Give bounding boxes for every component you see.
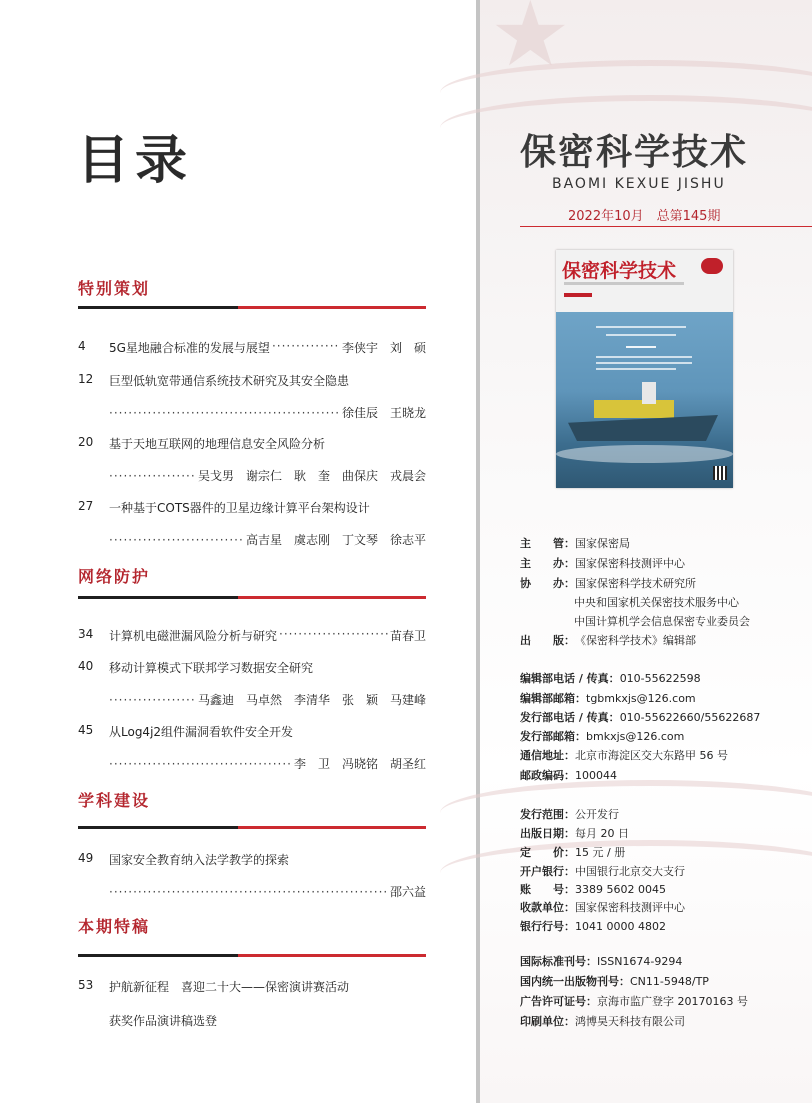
entry-page: 40 — [78, 659, 94, 673]
info-row: 发行范围：公开发行 — [520, 808, 619, 821]
cover-headline-line — [596, 368, 676, 370]
magazine-pinyin: BAOMI KEXUE JISHU — [552, 176, 726, 192]
entry-authors: 李 卫 冯晓铭 胡圣红 — [293, 757, 426, 771]
entry-author-line — [109, 755, 426, 772]
entry-author-line — [109, 883, 426, 900]
section-rule — [78, 954, 426, 957]
entry-authors: 吴戈男 谢宗仁 耿 奎 曲保庆 戎晨会 — [197, 469, 426, 483]
entry-author-line — [109, 531, 426, 548]
info-row: 邮政编码：100044 — [520, 769, 617, 782]
info-row: 广告许可证号：京海市监广登字 20170163 号 — [520, 995, 748, 1008]
info-row: 发行部电话 / 传真：010-55622660/55622687 — [520, 711, 761, 724]
entry-page: 49 — [78, 851, 94, 865]
entry-authors: 邵六益 — [389, 885, 426, 899]
entry-title: 移动计算模式下联邦学习数据安全研究 — [109, 661, 314, 675]
cover-headline-line — [606, 334, 676, 336]
info-row: 主 办：国家保密科技测评中心 — [520, 557, 685, 570]
entry-title-continued: 获奖作品演讲稿选登 — [109, 1014, 218, 1028]
entry-page: 12 — [78, 372, 94, 386]
entry-page: 27 — [78, 499, 94, 513]
entry-title: 基于天地互联网的地理信息安全风险分析 — [109, 437, 326, 451]
cover-image — [556, 250, 733, 488]
section-special-feature — [78, 914, 426, 957]
dot-leader — [272, 339, 340, 356]
info-row: 账 号：3389 5602 0045 — [520, 883, 666, 896]
entry-title: 护航新征程 喜迎二十大——保密演讲赛活动 — [109, 980, 350, 994]
section-discipline-building — [78, 788, 426, 829]
entry-page: 20 — [78, 435, 94, 449]
entry-authors: 李侠宇 刘 硕 — [341, 341, 426, 355]
section-title: 网络防护 — [78, 567, 151, 586]
info-row: 收款单位：国家保密科技测评中心 — [520, 901, 685, 914]
entry-page: 53 — [78, 978, 94, 992]
section-special-planning — [78, 276, 426, 309]
entry-author-line — [109, 691, 426, 708]
entry-line — [109, 339, 426, 356]
section-title: 学科建设 — [78, 791, 151, 810]
info-row: 国内统一出版物刊号：CN11-5948/TP — [520, 975, 709, 988]
section-network-protection — [78, 564, 426, 599]
cover-headline-line — [596, 356, 692, 358]
background-star-icon: ★ — [490, 0, 571, 87]
dot-leader — [109, 406, 340, 420]
entry-line — [109, 627, 426, 644]
info-row: 银行行号：1041 0000 4802 — [520, 920, 666, 933]
dot-leader — [109, 693, 196, 707]
section-title: 本期特稿 — [78, 917, 151, 936]
cover-badge-icon — [701, 258, 723, 274]
entry-authors: 徐佳辰 王晓龙 — [341, 406, 426, 420]
section-rule — [78, 306, 426, 309]
toc-title: 目录 — [77, 130, 194, 191]
info-row: 编辑部邮箱：tgbmkxjs@126.com — [520, 692, 696, 705]
entry-page: 4 — [78, 339, 86, 353]
ship-tower-icon — [642, 382, 656, 404]
cover-headline-line — [596, 326, 686, 328]
entry-title: 国家安全教育纳入法学教学的探索 — [109, 853, 290, 867]
ship-deck-icon — [594, 400, 674, 418]
info-row: 主 管：国家保密局 — [520, 537, 630, 550]
entry-author-line — [109, 467, 426, 484]
issue-rule — [520, 226, 812, 227]
info-row: 开户银行：中国银行北京交大支行 — [520, 865, 685, 878]
section-rule — [78, 826, 426, 829]
entry-authors: 马鑫迪 马卓然 李清华 张 颖 马建峰 — [197, 693, 426, 707]
entry-title: 一种基于COTS器件的卫星边缘计算平台架构设计 — [109, 501, 370, 515]
section-title: 特别策划 — [78, 279, 151, 298]
dot-leader — [279, 627, 388, 644]
info-row: 编辑部电话 / 传真：010-55622598 — [520, 672, 701, 685]
cover-tag-bar — [564, 293, 592, 297]
entry-title: 巨型低轨宽带通信系统技术研究及其安全隐患 — [109, 374, 350, 388]
info-row: 出版日期：每月 20 日 — [520, 827, 629, 840]
cover-subtitle-bar — [564, 282, 684, 285]
info-row: 中央和国家机关保密技术服务中心 — [574, 596, 739, 609]
wave-foam — [556, 445, 733, 463]
entry-authors: 苗春卫 — [389, 629, 426, 643]
section-rule — [78, 596, 426, 599]
cover-headline-line — [596, 362, 692, 364]
magazine-name: 保密科学技术 — [520, 132, 749, 173]
entry-title: 5G星地融合标准的发展与展望 — [109, 341, 270, 355]
info-row: 定 价：15 元 / 册 — [520, 846, 626, 859]
dot-leader — [109, 757, 292, 771]
entry-page: 45 — [78, 723, 94, 737]
entry-author-line — [109, 404, 426, 421]
dot-leader — [109, 885, 388, 899]
info-row: 印刷单位：鸿博昊天科技有限公司 — [520, 1015, 685, 1028]
cover-title: 保密科学技术 — [562, 260, 677, 282]
entry-title: 从Log4j2组件漏洞看软件安全开发 — [109, 725, 294, 739]
entry-page: 34 — [78, 627, 94, 641]
issue-info: 2022年10月 总第145期 — [568, 209, 721, 224]
entry-title: 计算机电磁泄漏风险分析与研究 — [109, 629, 278, 643]
info-row: 中国计算机学会信息保密专业委员会 — [574, 615, 750, 628]
info-row: 出 版：《保密科学技术》编辑部 — [520, 634, 696, 647]
info-row: 通信地址：北京市海淀区交大东路甲 56 号 — [520, 749, 728, 762]
dot-leader — [109, 469, 196, 483]
info-row: 发行部邮箱：bmkxjs@126.com — [520, 730, 685, 743]
dot-leader — [109, 533, 244, 547]
info-row: 国际标准刊号：ISSN1674-9294 — [520, 955, 683, 968]
info-row: 协 办：国家保密科学技术研究所 — [520, 577, 696, 590]
entry-authors: 高吉星 虞志刚 丁文琴 徐志平 — [245, 533, 426, 547]
qr-code-icon — [713, 466, 727, 480]
cover-headline-line — [626, 346, 656, 348]
